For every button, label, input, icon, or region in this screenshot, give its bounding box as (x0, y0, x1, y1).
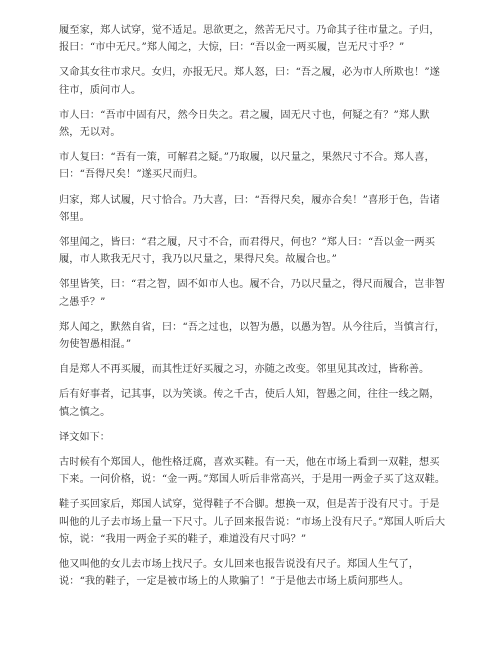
paragraph-7: 邻里皆笑，曰：“君之智，固不如市人也。履不合，乃以尺量之，得尺而履合，岂非智之愚乎？” (59, 279, 445, 308)
translation-paragraph-3: 他又叫他的女儿去市场上找尺子。女儿回来也报告说没有尺子。郑国人生气了，说：“我的鞋子，一定是被市场上的人欺骗了！”于是他去市场上质问那些人。 (59, 559, 420, 588)
paragraph-9: 自是郑人不再买履，而其性迂好买履之习，亦随之改变。邻里见其改过，皆称善。 (59, 364, 430, 376)
translation-paragraph-2: 鞋子买回家后，郑国人试穿，觉得鞋子不合脚。想换一双，但是苦于没有尺寸。于是叫他的儿子去市场上量一下尺寸。儿子回来报告说：“市场上没有尺子。”郑国人听后大惊，说：“我用一两金子买的鞋子，难道没有尺寸吗？” (59, 499, 446, 545)
paragraph-1: 履至家，郑人试穿，觉不适足。思欲更之，然苦无尺寸。乃命其子往市量之。子归，报曰：“市中无尺。”郑人闻之，大惊，曰：“吾以金一两买履，岂无尺寸乎？” (59, 25, 440, 54)
translation-heading: 译文如下： (59, 431, 110, 443)
paragraph-3: 市人曰：“吾市中固有尺，然今日失之。君之履，固无尺寸也，何疑之有？”郑人默然，无以对。 (59, 109, 430, 139)
paragraph-10: 后有好事者，记其事，以为笑谈。传之千古，使后人知，智愚之间，往往一线之隔，慎之慎之。 (59, 389, 440, 418)
paragraph-6: 邻里闻之，皆曰：“君之履，尺寸不合，而君得尺，何也？”郑人曰：“吾以金一两买履，市人欺我无尺寸，我乃以尺量之，果得尺矣。故履合也。” (59, 237, 435, 266)
paragraph-4: 市人复曰：“吾有一策，可解君之疑。”乃取履，以尺量之，果然尺寸不合。郑人喜，曰：“吾得尺矣！”遂买尺而归。 (59, 152, 435, 181)
paragraph-8: 郑人闻之，默然自省，曰：“吾之过也，以智为愚，以愚为智。从今往后，当慎言行，勿使智愚相混。” (59, 321, 445, 351)
document-page (59, 22, 446, 598)
translation-paragraph-1: 古时候有个郑国人，他性格迂腐，喜欢买鞋。有一天，他在市场上看到一双鞋，想买下来。一问价格，说：“金一两。”郑国人听后非常高兴，于是用一两金子买了这双鞋。 (59, 457, 446, 486)
paragraph-2: 又命其女往市求尺。女归，亦报无尺。郑人怒，曰：“吾之履，必为市人所欺也！”遂往市，质问市人。 (59, 67, 440, 96)
paragraph-5: 归家，郑人试履，尺寸恰合。乃大喜，曰：“吾得尺矣，履亦合矣！”喜形于色，告诸邻里。 (59, 194, 440, 223)
